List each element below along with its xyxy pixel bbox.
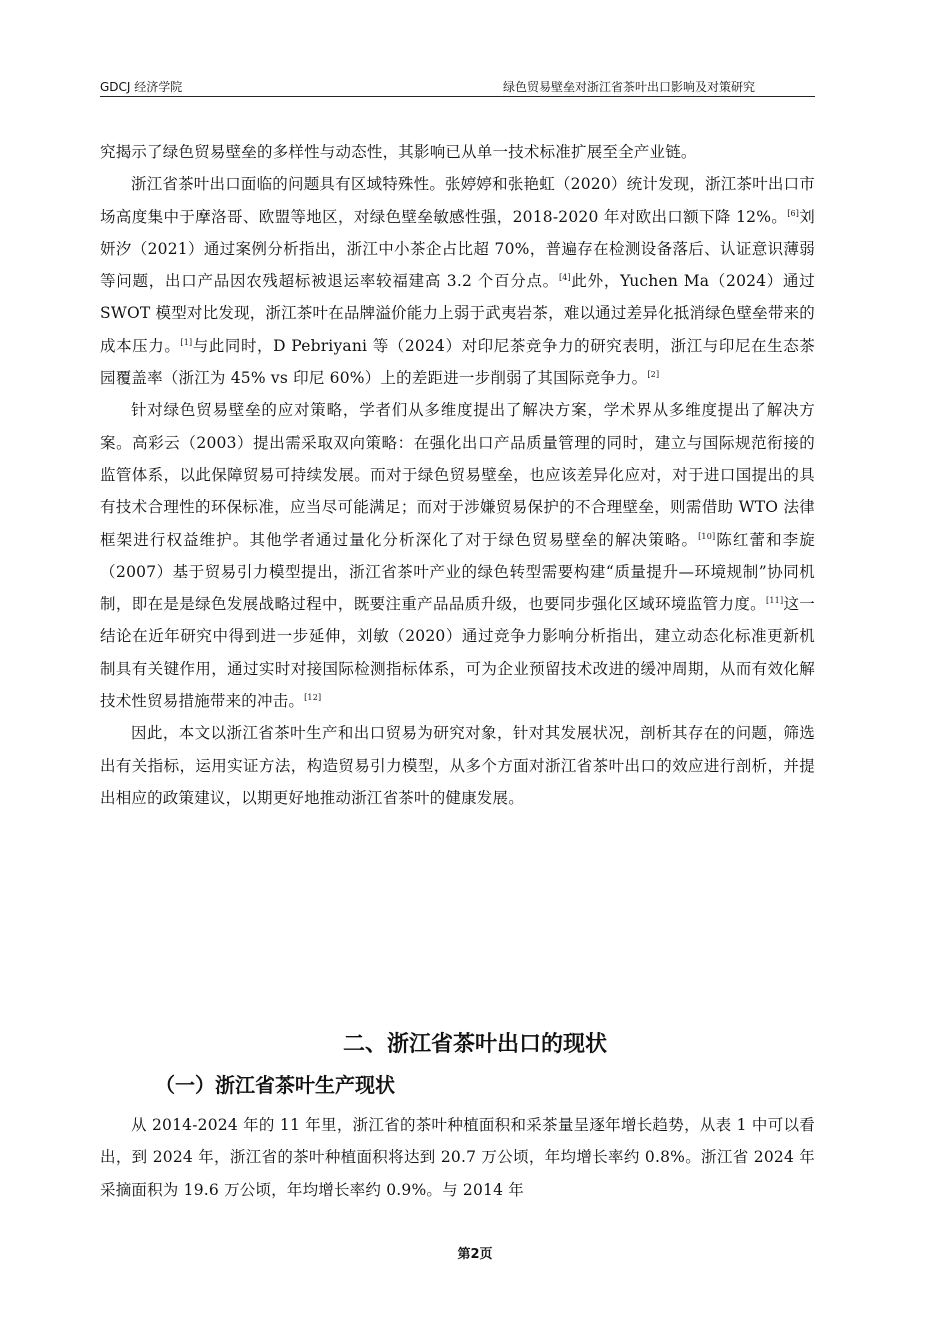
page-number: 第2页 — [457, 1247, 493, 1262]
subsection-title: （一）浙江省茶叶生产现状 — [155, 1073, 395, 1097]
header-left: GDCJ 经济学院 — [100, 80, 183, 94]
page-header — [100, 79, 815, 97]
citation: [10] — [698, 531, 716, 541]
header-title: 绿色贸易壁垒对浙江省茶叶出口影响及对策研究 — [502, 80, 755, 94]
paragraph-conclusion: 因此，本文以浙江省茶叶生产和出口贸易为研究对象，针对其发展状况，剖析其存在的问题，筛选出有关指标，运用实证方法，构造贸易引力模型，从多个方面对浙江省茶叶出口的效应进行剖析，并提出相应的政策建议，以期更好地推动浙江省茶叶的健康发展。 — [100, 724, 815, 807]
citation: [2] — [647, 370, 660, 380]
citation: [6] — [787, 208, 800, 218]
paragraph-regional: 浙江省茶叶出口面临的问题具有区域特殊性。张婷婷和张艳虹（2020）统计发现，浙江茶叶出口市场高度集中于摩洛哥、欧盟等地区，对绿色壁垒敏感性强，2018-2020 年对欧出口额下降 12%。[6]刘妍汐（2021）通过案例分析指出，浙江中小茶企占比超 70%，普遍存在检测设备落后、认证意识薄弱等问题，出口产品因农残超标被退运率较福建高 3.2 个百分点。[4]此外，Yuchen Ma（2024）通过 SWOT 模型对比发现，浙江茶叶在品牌溢价能力上弱于武夷岩茶，难以通过差异化抵消绿色壁垒带来的成本压力。[1]与此同时，D Pebriyani 等（2024）对印尼茶竞争力的研究表明，浙江与印尼在生态茶园覆盖率（浙江为 45% vs 印尼 60%）上的差距进一步削弱了其国际竞争力。[2] — [100, 175, 815, 388]
citation: [1] — [180, 337, 193, 347]
paragraph-strategy: 针对绿色贸易壁垒的应对策略，学者们从多维度提出了解决方案，学术界从多维度提出了解决方案。高彩云（2003）提出需采取双向策略：在强化出口产品质量管理的同时，建立与国际规范衔接的监管体系，以此保障贸易可持续发展。而对于绿色贸易壁垒，也应该差异化应对，对于进口国提出的具有技术合理性的环保标准，应当尽可能满足；而对于涉嫌贸易保护的不合理壁垒，则需借助 WTO 法律框架进行权益维护。其他学者通过量化分析深化了对于绿色贸易壁垒的解决策略。[10]陈红蕾和李旋（2007）基于贸易引力模型提出，浙江省茶叶产业的绿色转型需要构建“质量提升—环境规制”协同机制，即在是是绿色发展战略过程中，既要注重产品品质升级，也要同步强化区域环境监管力度。[11]这一结论在近年研究中得到进一步延伸，刘敏（2020）通过竞争力影响分析指出，建立动态化标准更新机制具有关键作用，通过实时对接国际检测指标体系，可为企业预留技术改进的缓冲周期，从而有效化解技术性贸易措施带来的冲击。[12] — [100, 401, 816, 711]
paragraph-continued: 究揭示了绿色贸易壁垒的多样性与动态性，其影响已从单一技术标准扩展至全产业链。 — [100, 143, 697, 161]
section-text — [100, 1109, 815, 1206]
citation: [4] — [558, 273, 571, 283]
main-text — [100, 136, 815, 814]
citation: [12] — [304, 693, 322, 703]
citation: [11] — [766, 596, 784, 606]
section-title: 二、浙江省茶叶出口的现状 — [342, 1032, 607, 1057]
paragraph-production: 从 2014-2024 年的 11 年里，浙江省的茶叶种植面积和采茶量呈逐年增长趋势，从表 1 中可以看出，到 2024 年，浙江省的茶叶种植面积将达到 20.7 万公顷，年均增长率约 0.8%。浙江省 2024 年采摘面积为 19.6 万公顷，年均增长率约 0.9%。与 2014 年 — [100, 1116, 815, 1199]
